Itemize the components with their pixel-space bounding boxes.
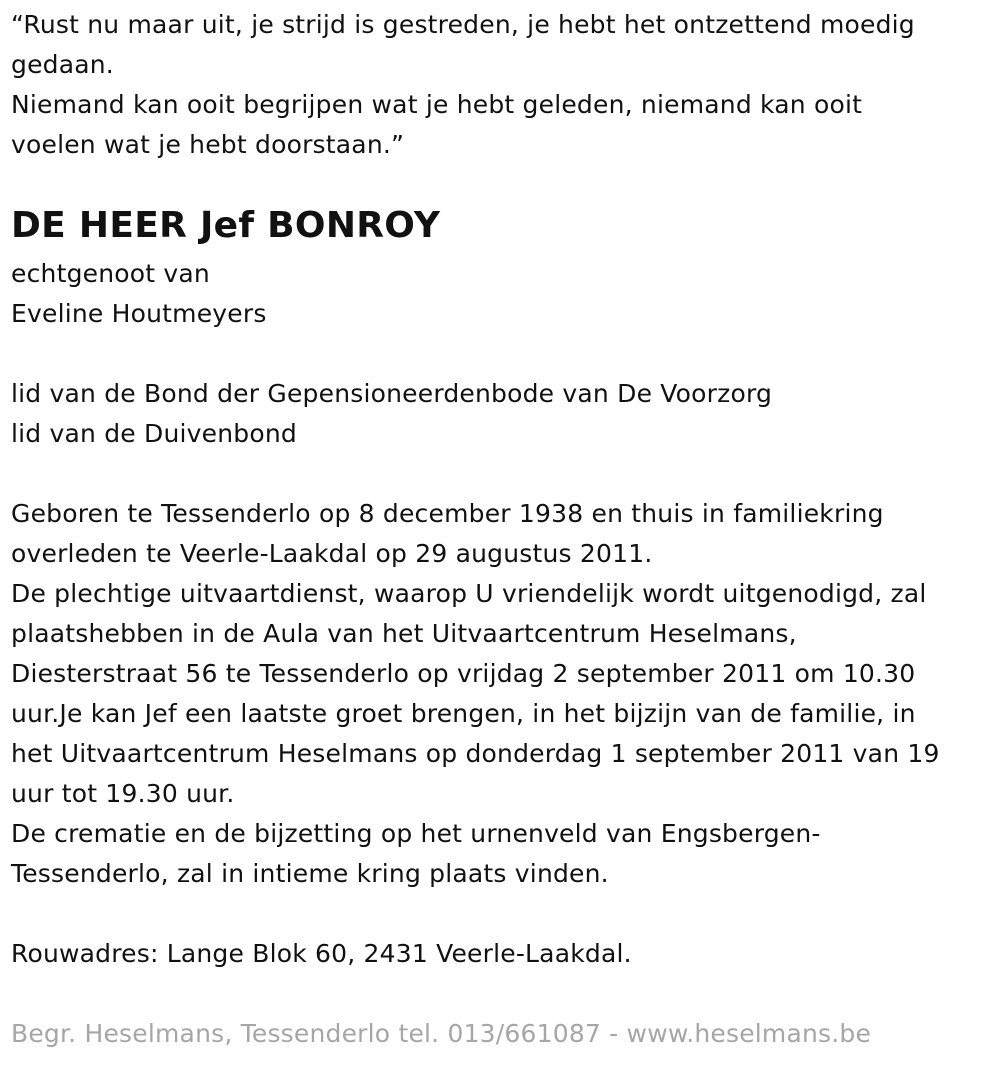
details-line: De crematie en de bijzetting op het urnenveld van Engsbergen- xyxy=(11,819,821,848)
mourning-address: Rouwadres: Lange Blok 60, 2431 Veerle-Laakdal. xyxy=(11,939,632,968)
spouse-block xyxy=(11,254,986,334)
quote-line: “Rust nu maar uit, je strijd is gestreden, je hebt het ontzettend moedig xyxy=(11,10,915,39)
details-line: overleden te Veerle-Laakdal op 29 augustus 2011. xyxy=(11,539,653,568)
details-line: het Uitvaartcentrum Heselmans op donderdag 1 september 2011 van 19 xyxy=(11,739,940,768)
funeral-home-footer: Begr. Heselmans, Tessenderlo tel. 013/661087 - www.heselmans.be xyxy=(11,1019,872,1048)
deceased-name: DE HEER Jef BONROY xyxy=(11,205,441,246)
details-line: Diesterstraat 56 te Tessenderlo op vrijdag 2 september 2011 om 10.30 xyxy=(11,659,916,688)
quote-line: voelen wat je hebt doorstaan.” xyxy=(11,130,405,159)
funeral-details xyxy=(11,494,986,894)
details-line: uur.Je kan Jef een laatste groet brengen, in het bijzijn van de familie, in xyxy=(11,699,916,728)
memberships-block xyxy=(11,374,986,454)
spouse-relation: echtgenoot van xyxy=(11,259,210,288)
details-line: Geboren te Tessenderlo op 8 december 1938 en thuis in familiekring xyxy=(11,499,884,528)
details-line: De plechtige uitvaartdienst, waarop U vriendelijk wordt uitgenodigd, zal xyxy=(11,579,927,608)
quote-line: Niemand kan ooit begrijpen wat je hebt geleden, niemand kan ooit xyxy=(11,90,863,119)
membership-item: lid van de Duivenbond xyxy=(11,419,297,448)
membership-item: lid van de Bond der Gepensioneerdenbode van De Voorzorg xyxy=(11,379,773,408)
details-line: plaatshebben in de Aula van het Uitvaartcentrum Heselmans, xyxy=(11,619,797,648)
quote-block xyxy=(11,5,986,165)
details-line: Tessenderlo, zal in intieme kring plaats vinden. xyxy=(11,859,609,888)
quote-line: gedaan. xyxy=(11,50,114,79)
details-line: uur tot 19.30 uur. xyxy=(11,779,235,808)
spouse-name: Eveline Houtmeyers xyxy=(11,299,267,328)
